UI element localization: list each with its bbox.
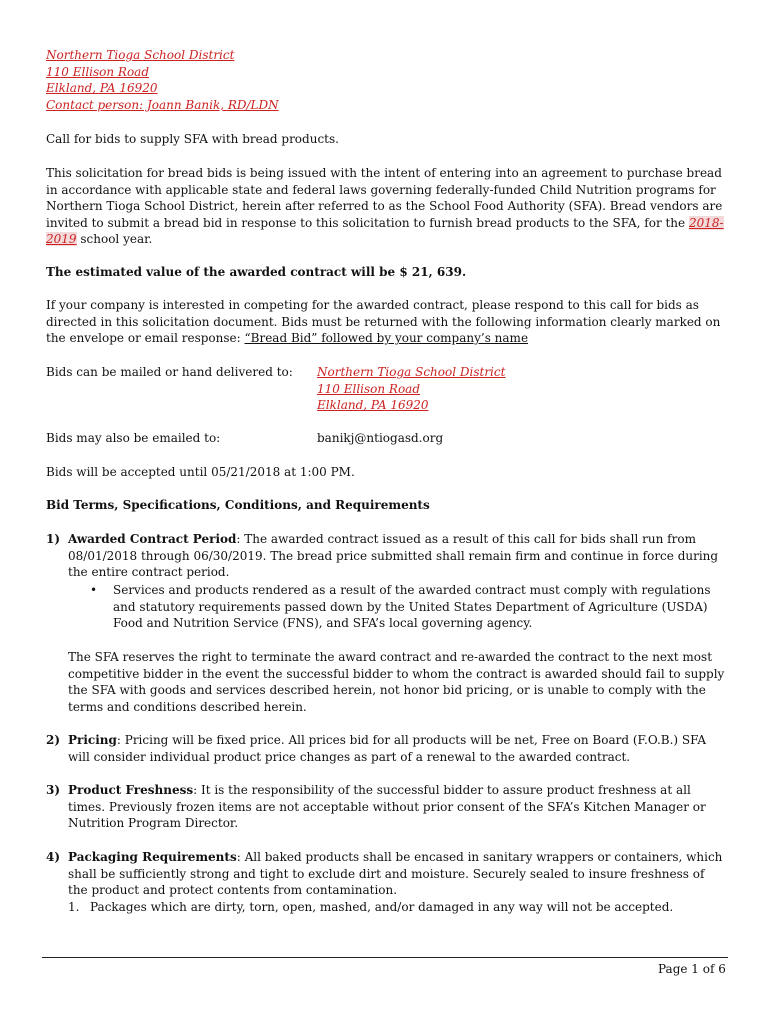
header-road: 110 Ellison Road: [46, 64, 150, 79]
mail-label: Bids can be mailed or hand delivered to:: [46, 365, 293, 379]
packaging-subitem: [68, 899, 728, 916]
subitem-number: 1.: [68, 900, 80, 914]
section-title: Product Freshness: [68, 783, 194, 797]
subitem-text: Packages which are dirty, torn, open, mashed, and/or damaged in any way will not be accepted.: [90, 900, 674, 914]
mail-road: 110 Ellison Road: [317, 381, 421, 396]
bid-marking: “Bread Bid” followed by your company’s name: [244, 331, 529, 346]
mail-district: Northern Tioga School District: [317, 365, 506, 379]
bullet-icon: •: [90, 583, 98, 597]
section-number: 3): [46, 783, 61, 797]
section-title: Pricing: [68, 733, 117, 747]
section-freshness: [46, 782, 726, 832]
section-title: Awarded Contract Period: [68, 532, 237, 546]
district-header: [46, 47, 279, 113]
mail-address: [317, 364, 505, 414]
interest-paragraph: [46, 297, 736, 347]
section-contract-period: [46, 531, 726, 581]
section-number: 4): [46, 850, 61, 864]
section-number: 1): [46, 532, 61, 546]
compliance-bullet: [90, 582, 720, 632]
bullet-text: Services and products rendered as a result of the awarded contract must comply with regulations and statutory requirements passed down by the United States Department of Agriculture (USDA) Food and Nutrition Service (FNS), and SFA’s local governing agency.: [113, 583, 711, 631]
school-year-start: 2018-: [688, 215, 724, 230]
estimated-value: The estimated value of the awarded contract will be $ 21, 639.: [46, 265, 467, 279]
reserve-paragraph: The SFA reserves the right to terminate the award contract and re-awarded the contract to the next most competitive bidder in the event the successful bidder to whom the contract is awarded should fail to supply the SFA with goods and services described herein, not honor bid pricing, or is unable to comply with the terms and conditions described herein.: [68, 650, 725, 714]
solicitation-text: This solicitation for bread bids is being issued with the intent of entering into an agreement to purchase bread in accordance with applicable state and federal laws governing federally-funded Child Nutrition programs for Northern Tioga School District, herein after referred to as the School Food Authority (SFA). Bread vendors are invited to submit a bread bid in response to this solicitation to furnish bread products to the SFA, for the: [46, 166, 723, 230]
section-text: : All baked products shall be encased in sanitary wrappers or containers, which shall be sufficiently strong and tight to exclude dirt and moisture. Securely sealed to insure freshness of the product and protect contents from contamination.: [68, 850, 723, 898]
section-text: : The awarded contract issued as a result of this call for bids shall run from 08/01/2018 through 06/30/2019. The bread price submitted shall remain firm and continue in force during the entire contract period.: [68, 532, 719, 580]
section-pricing: [46, 732, 726, 765]
section-title: Packaging Requirements: [68, 850, 237, 864]
section-text: : It is the responsibility of the successful bidder to assure product freshness at all times. Previously frozen items are not acceptable without prior consent of the SFA’s Kitchen Manager or Nutrition Program Director.: [68, 783, 706, 831]
header-district: Northern Tioga School District: [46, 48, 235, 62]
header-contact: Contact person: Joann Banik, RD/LDN: [46, 97, 279, 112]
mail-city: Elkland, PA 16920: [317, 398, 429, 413]
terms-heading: Bid Terms, Specifications, Conditions, and Requirements: [46, 498, 430, 512]
page-number: Page 1 of 6: [658, 962, 726, 976]
school-year-end: 2019: [46, 232, 77, 247]
interest-text: If your company is interested in competing for the awarded contract, please respond to this call for bids as directed in this solicitation document. Bids must be returned with the following information clearly marked on the envelope or email response:: [46, 298, 721, 346]
header-city: Elkland, PA 16920: [46, 81, 158, 96]
bid-deadline: Bids will be accepted until 05/21/2018 at 1:00 PM.: [46, 465, 355, 479]
section-number: 2): [46, 733, 61, 747]
footer-divider: [42, 957, 728, 958]
section-packaging: [46, 849, 726, 899]
section-text: : Pricing will be fixed price. All prices bid for all products will be net, Free on Board (F.O.B.) SFA will consider individual product price changes as part of a renewal to the awarded contract.: [68, 733, 707, 764]
solicitation-end: school year.: [76, 232, 153, 247]
email-address[interactable]: banikj@ntiogasd.org: [317, 431, 444, 445]
call-for-bids: Call for bids to supply SFA with bread products.: [46, 132, 339, 146]
email-label: Bids may also be emailed to:: [46, 431, 221, 445]
solicitation-paragraph: [46, 165, 736, 248]
